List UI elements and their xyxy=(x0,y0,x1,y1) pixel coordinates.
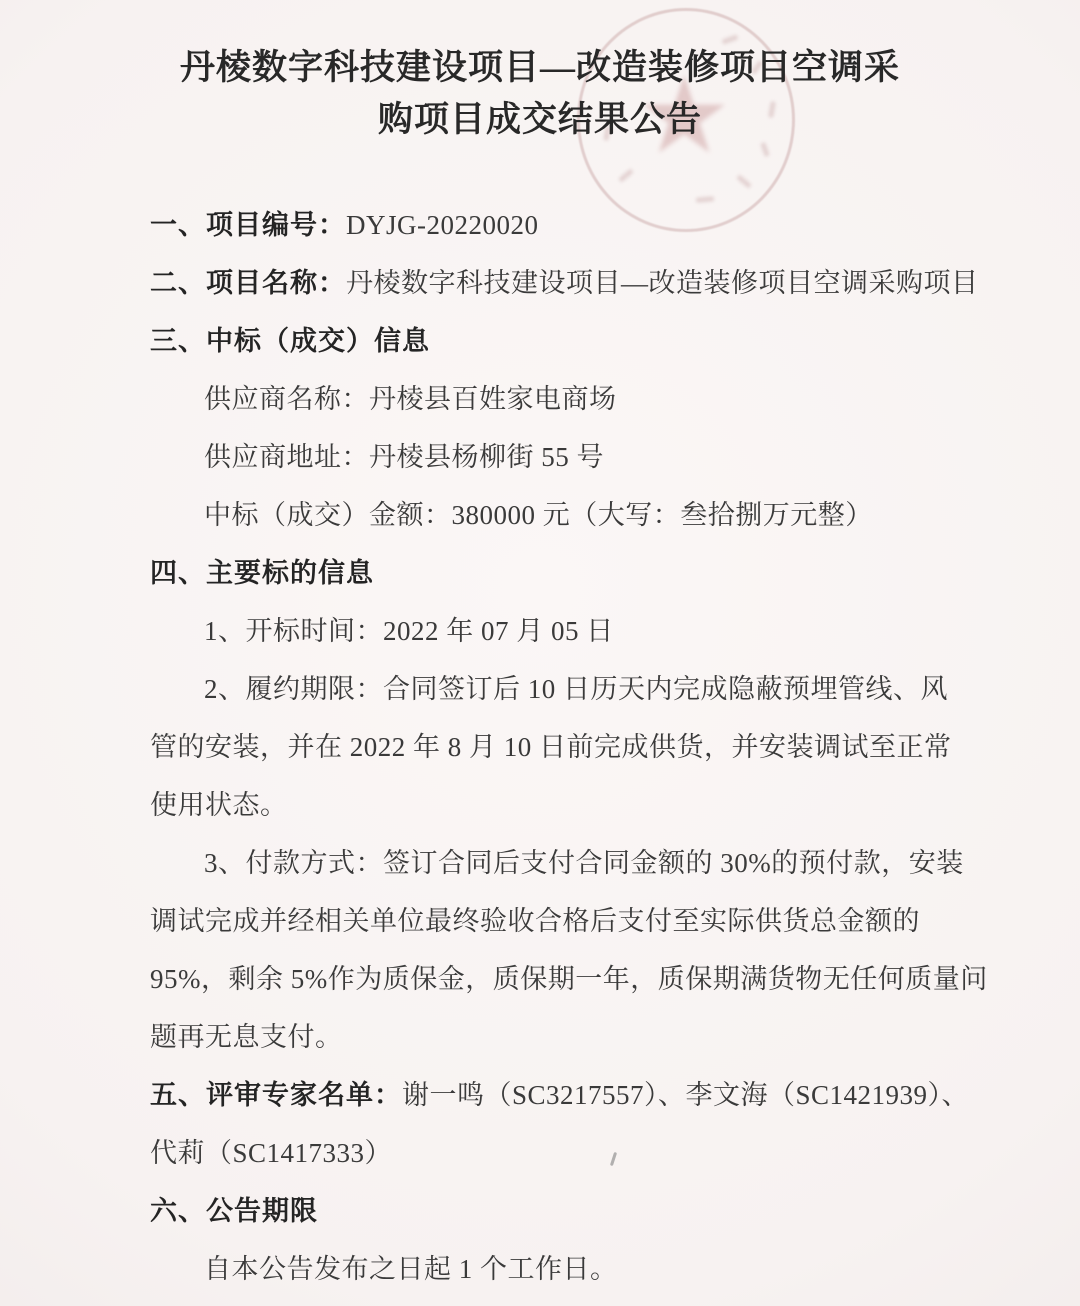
line-heading-label: 一、项目编号： xyxy=(150,210,346,240)
document-line xyxy=(150,428,930,486)
line-text: 2、履约期限：合同签订后 10 日历天内完成隐蔽预埋管线、风 xyxy=(204,674,948,704)
document-line xyxy=(150,892,930,950)
document-line xyxy=(150,602,930,660)
line-text: 供应商名称：丹棱县百姓家电商场 xyxy=(204,384,617,414)
line-text: 供应商地址：丹棱县杨柳街 55 号 xyxy=(204,442,604,472)
announcement-document xyxy=(150,42,988,1298)
title-line-1: 丹棱数字科技建设项目—改造装修项目空调采 xyxy=(179,48,900,87)
line-heading-label: 三、中标（成交）信息 xyxy=(150,326,430,356)
line-heading-label: 五、评审专家名单： xyxy=(150,1080,402,1110)
document-line xyxy=(150,370,930,428)
line-text: 3、付款方式：签订合同后支付合同金额的 30%的预付款，安装 xyxy=(204,848,964,878)
line-text: DYJG-20220020 xyxy=(346,210,539,240)
document-line xyxy=(150,196,930,254)
document-line xyxy=(150,544,930,602)
document-line xyxy=(150,1066,970,1124)
line-text: 调试完成并经相关单位最终验收合格后支付至实际供货总金额的 xyxy=(150,906,920,936)
document-line xyxy=(150,254,979,312)
line-heading-label: 六、公告期限 xyxy=(150,1196,318,1226)
document-line xyxy=(150,312,930,370)
line-text: 管的安装，并在 2022 年 8 月 10 日前完成供货，并安装调试至正常 xyxy=(150,732,952,762)
star-icon: ★ xyxy=(636,53,732,177)
line-text: 代莉（SC1417333） xyxy=(150,1138,393,1168)
line-heading-label: 四、主要标的信息 xyxy=(150,558,374,588)
document-line xyxy=(150,1124,930,1182)
line-text: 95%，剩余 5%作为质保金，质保期一年，质保期满货物无任何质量问 xyxy=(150,964,988,994)
document-line xyxy=(150,1240,930,1298)
line-text: 丹棱数字科技建设项目—改造装修项目空调采购项目 xyxy=(346,268,979,298)
document-line xyxy=(150,486,930,544)
line-text: 1、开标时间：2022 年 07 月 05 日 xyxy=(204,616,614,646)
document-line xyxy=(150,718,952,776)
line-text: 谢一鸣（SC3217557）、李文海（SC1421939）、 xyxy=(402,1080,970,1110)
document-line xyxy=(150,950,988,1008)
line-text: 使用状态。 xyxy=(150,790,288,820)
title-line-2: 购项目成交结果公告 xyxy=(377,100,702,139)
document-line xyxy=(150,1182,930,1240)
document-line xyxy=(150,1008,930,1066)
line-text: 题再无息支付。 xyxy=(150,1022,343,1052)
document-line xyxy=(150,776,930,834)
document-line xyxy=(150,834,964,892)
line-text: 自本公告发布之日起 1 个工作日。 xyxy=(204,1254,618,1284)
line-heading-label: 二、项目名称： xyxy=(150,268,346,298)
document-title xyxy=(150,42,930,146)
line-text: 中标（成交）金额：380000 元（大写：叁拾捌万元整） xyxy=(204,500,873,530)
document-line xyxy=(150,660,948,718)
document-body xyxy=(150,196,988,1298)
